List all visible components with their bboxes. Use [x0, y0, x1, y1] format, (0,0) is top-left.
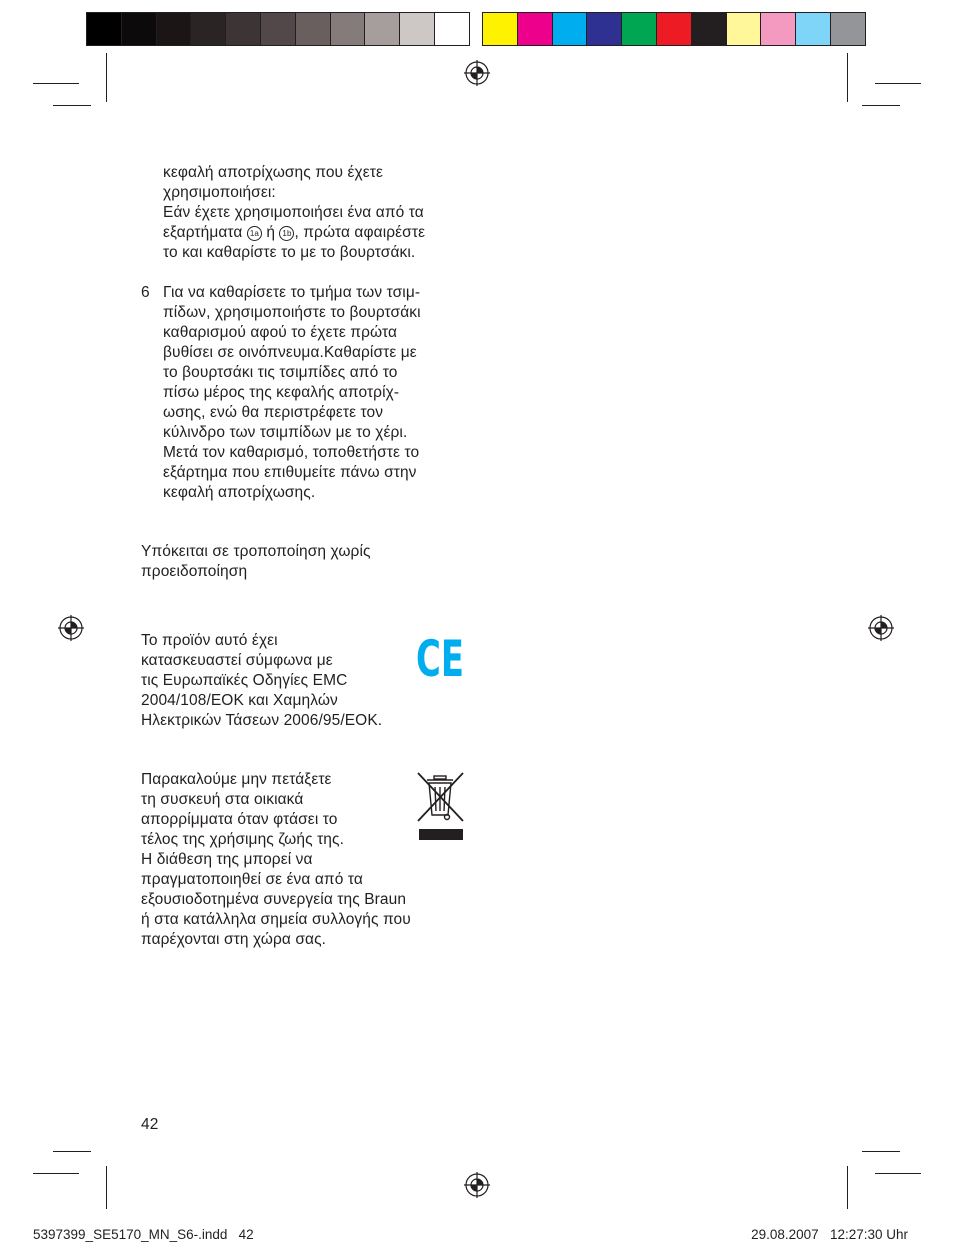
crossed-out-wheelie-bin-icon — [416, 771, 466, 843]
registration-mark-icon — [464, 60, 490, 86]
registration-mark-icon — [868, 615, 894, 641]
color-swatch — [482, 12, 518, 46]
color-swatch — [691, 12, 727, 46]
text-line: Η διάθεση της μπορεί να — [141, 851, 313, 868]
ce-mark-icon — [416, 630, 466, 688]
text-line: κεφαλή αποτρίχωσης που έχετε — [163, 164, 384, 181]
registration-mark-icon — [58, 615, 84, 641]
text-line: τέλος της χρήσιμης ζωής της. — [141, 831, 344, 848]
color-swatch — [621, 12, 657, 46]
color-swatch — [517, 12, 553, 46]
text-line: προειδοποίηση — [141, 563, 248, 580]
text-line: Για να καθαρίσετε το τμήμα των τσιμ- — [163, 284, 421, 301]
text-line: τη συσκευή στα οικιακά — [141, 791, 304, 808]
text-line: το βουρτσάκι τις τσιμπίδες από το — [163, 364, 398, 381]
registration-mark-icon — [464, 1172, 490, 1198]
color-swatch — [330, 12, 366, 46]
color-swatch — [795, 12, 831, 46]
color-swatch — [830, 12, 866, 46]
color-swatch — [190, 12, 226, 46]
color-swatch — [552, 12, 588, 46]
color-swatch — [760, 12, 796, 46]
text-line: βυθίσει σε οινόπνευμα.Καθαρίστε με — [163, 344, 417, 361]
text-line: Υπόκειται σε τροποποίηση χωρίς — [141, 543, 371, 560]
color-swatch — [586, 12, 622, 46]
text-line: Εάν έχετε χρησιμοποιήσει ένα από τα — [163, 204, 424, 221]
text-line: χρησιμοποιήσει: — [163, 184, 276, 201]
ce-mark-text: CE — [416, 630, 464, 688]
text-line: κεφαλή αποτρίχωσης. — [163, 484, 316, 501]
text-line: απορρίμματα όταν φτάσει το — [141, 811, 338, 828]
text-line: εξάρτημα που επιθυμείτε πάνω στην — [163, 464, 417, 481]
text-line: Μετά τον καθαρισμό, τοποθετήστε το — [163, 444, 420, 461]
color-swatch — [295, 12, 331, 46]
text-line: κύλινδρο των τσιμπίδων με το χέρι. — [163, 424, 408, 441]
text-line: Παρακαλούμε μην πετάξετε — [141, 771, 332, 788]
text-line: πίσω μέρος της κεφαλής αποτρίχ- — [163, 384, 400, 401]
page-number: 42 — [141, 1116, 159, 1133]
color-swatch — [260, 12, 296, 46]
color-swatch — [121, 12, 157, 46]
text-line: Ηλεκτρικών Τάσεων 2006/95/EOK. — [141, 712, 383, 729]
text-line: ή στα κατάλληλα σημεία συλλογής που — [141, 911, 411, 928]
text-line: πραγματοποιηθεί σε ένα από τα — [141, 871, 363, 888]
color-swatch — [399, 12, 435, 46]
text-line: εξουσιοδοτημένα συνεργεία της Braun — [141, 891, 407, 908]
text-line: πίδων, χρησιμοποιήστε το βουρτσάκι — [163, 304, 421, 321]
color-swatch — [225, 12, 261, 46]
color-swatch — [656, 12, 692, 46]
text-line: εξαρτήματα 1a ή 1b , πρώτα αφαιρέστε — [163, 224, 426, 241]
color-swatch — [434, 12, 470, 46]
text-line: κατασκευαστεί σύμφωνα με — [141, 652, 333, 669]
text-line: παρέχονται στη χώρα σας. — [141, 931, 327, 948]
print-timestamp: 29.08.2007 12:27:30 Uhr — [751, 1227, 908, 1242]
color-swatch — [726, 12, 762, 46]
part-reference-1a: 1a — [247, 226, 262, 241]
text-line: Το προϊόν αυτό έχει — [141, 632, 278, 649]
text-line: τις Ευρωπαϊκές Οδηγίες EMC — [141, 672, 348, 689]
part-reference-1b: 1b — [279, 226, 294, 241]
color-swatch — [364, 12, 400, 46]
text-line: καθαρισμού αφού το έχετε πρώτα — [163, 324, 398, 341]
text-line: το και καθαρίστε το με το βουρτσάκι. — [163, 244, 416, 261]
step-number: 6 — [141, 284, 150, 301]
text-line: ωσης, ενώ θα περιστρέφετε τον — [163, 404, 384, 421]
color-swatch — [156, 12, 192, 46]
text-line: 2004/108/EOK και Χαμηλών — [141, 692, 338, 709]
file-info: 5397399_SE5170_MN_S6-.indd 42 — [33, 1227, 254, 1242]
color-swatch — [86, 12, 122, 46]
